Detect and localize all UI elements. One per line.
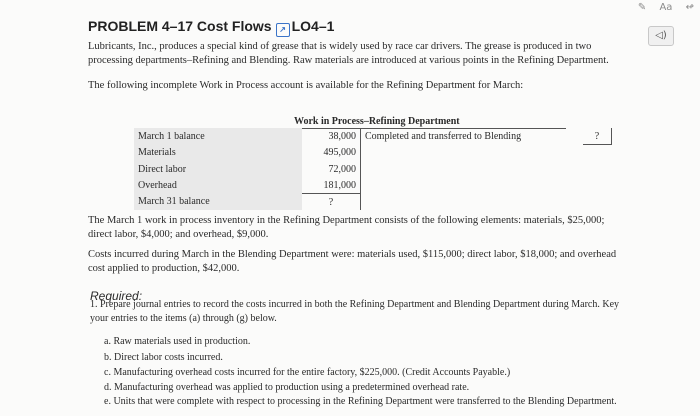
- credit-label: Completed and transferred to Blending: [365, 130, 522, 142]
- table-row: [134, 145, 612, 162]
- page-title: [88, 18, 334, 37]
- t-account: [134, 128, 612, 210]
- problem-title: PROBLEM 4–17 Cost Flows: [88, 18, 272, 34]
- learning-objective: LO4–1: [291, 18, 335, 34]
- intro-paragraph: Lubricants, Inc., produces a special kind of grease that is widely used by race car drivers. The grease is produced in two processing departments–Refining and Blending. Raw materials are introduced at various points in the Refining Department.: [88, 41, 609, 66]
- table-row: [134, 161, 612, 177]
- table-row: [134, 177, 612, 194]
- table-row: [134, 128, 612, 145]
- required-heading: Required:: [90, 289, 143, 303]
- font-size-button[interactable]: Aa: [659, 2, 673, 13]
- list-item: e. Units that were complete with respect to processing in the Refining Department were transferred to the Blending Department.: [104, 396, 617, 407]
- account-title: Work in Process–Refining Department: [294, 116, 460, 127]
- paragraph-1: The March 1 work in process inventory in the Refining Department consists of the following elements: materials, $25,000; direct labor, $4,000; and overhead, $9,000.: [88, 215, 605, 240]
- row-label: March 1 balance: [134, 128, 302, 145]
- row-label: Materials: [134, 145, 302, 162]
- requirement-1: 1. Prepare journal entries to record the costs incurred in both the Refining Department and Blending Department during March. Key your entries to the items (a) through (g) below.: [90, 299, 620, 324]
- back-icon[interactable]: ↫: [685, 2, 694, 13]
- row-label: Overhead: [134, 177, 302, 194]
- list-item: b. Direct labor costs incurred.: [104, 352, 223, 363]
- row-value: 38,000: [302, 128, 361, 145]
- table-row: [134, 194, 612, 211]
- lead-paragraph: The following incomplete Work in Process account is available for the Refining Department for March:: [88, 80, 524, 91]
- transferred-value: ?: [583, 128, 612, 145]
- speaker-icon[interactable]: ◁): [648, 26, 674, 46]
- list-item: a. Raw materials used in production.: [104, 336, 251, 347]
- row-label: Direct labor: [134, 161, 302, 177]
- row-value: ?: [302, 194, 361, 211]
- paragraph-2: Costs incurred during March in the Blending Department were: materials used, $115,000; direct labor, $18,000; and overhead cost applied to production, $42,000.: [88, 249, 617, 274]
- list-item: c. Manufacturing overhead costs incurred for the entire factory, $225,000. (Credit Accounts Payable.): [104, 367, 511, 378]
- row-value: 181,000: [302, 177, 361, 194]
- top-toolbar: [628, 2, 694, 13]
- list-item: d. Manufacturing overhead was applied to production using a predetermined overhead rate.: [104, 382, 470, 393]
- row-label: March 31 balance: [134, 194, 302, 211]
- row-value: 495,000: [302, 145, 361, 162]
- row-value: 72,000: [302, 161, 361, 177]
- link-icon[interactable]: ↗: [276, 23, 290, 37]
- translate-icon[interactable]: ✎: [637, 2, 647, 13]
